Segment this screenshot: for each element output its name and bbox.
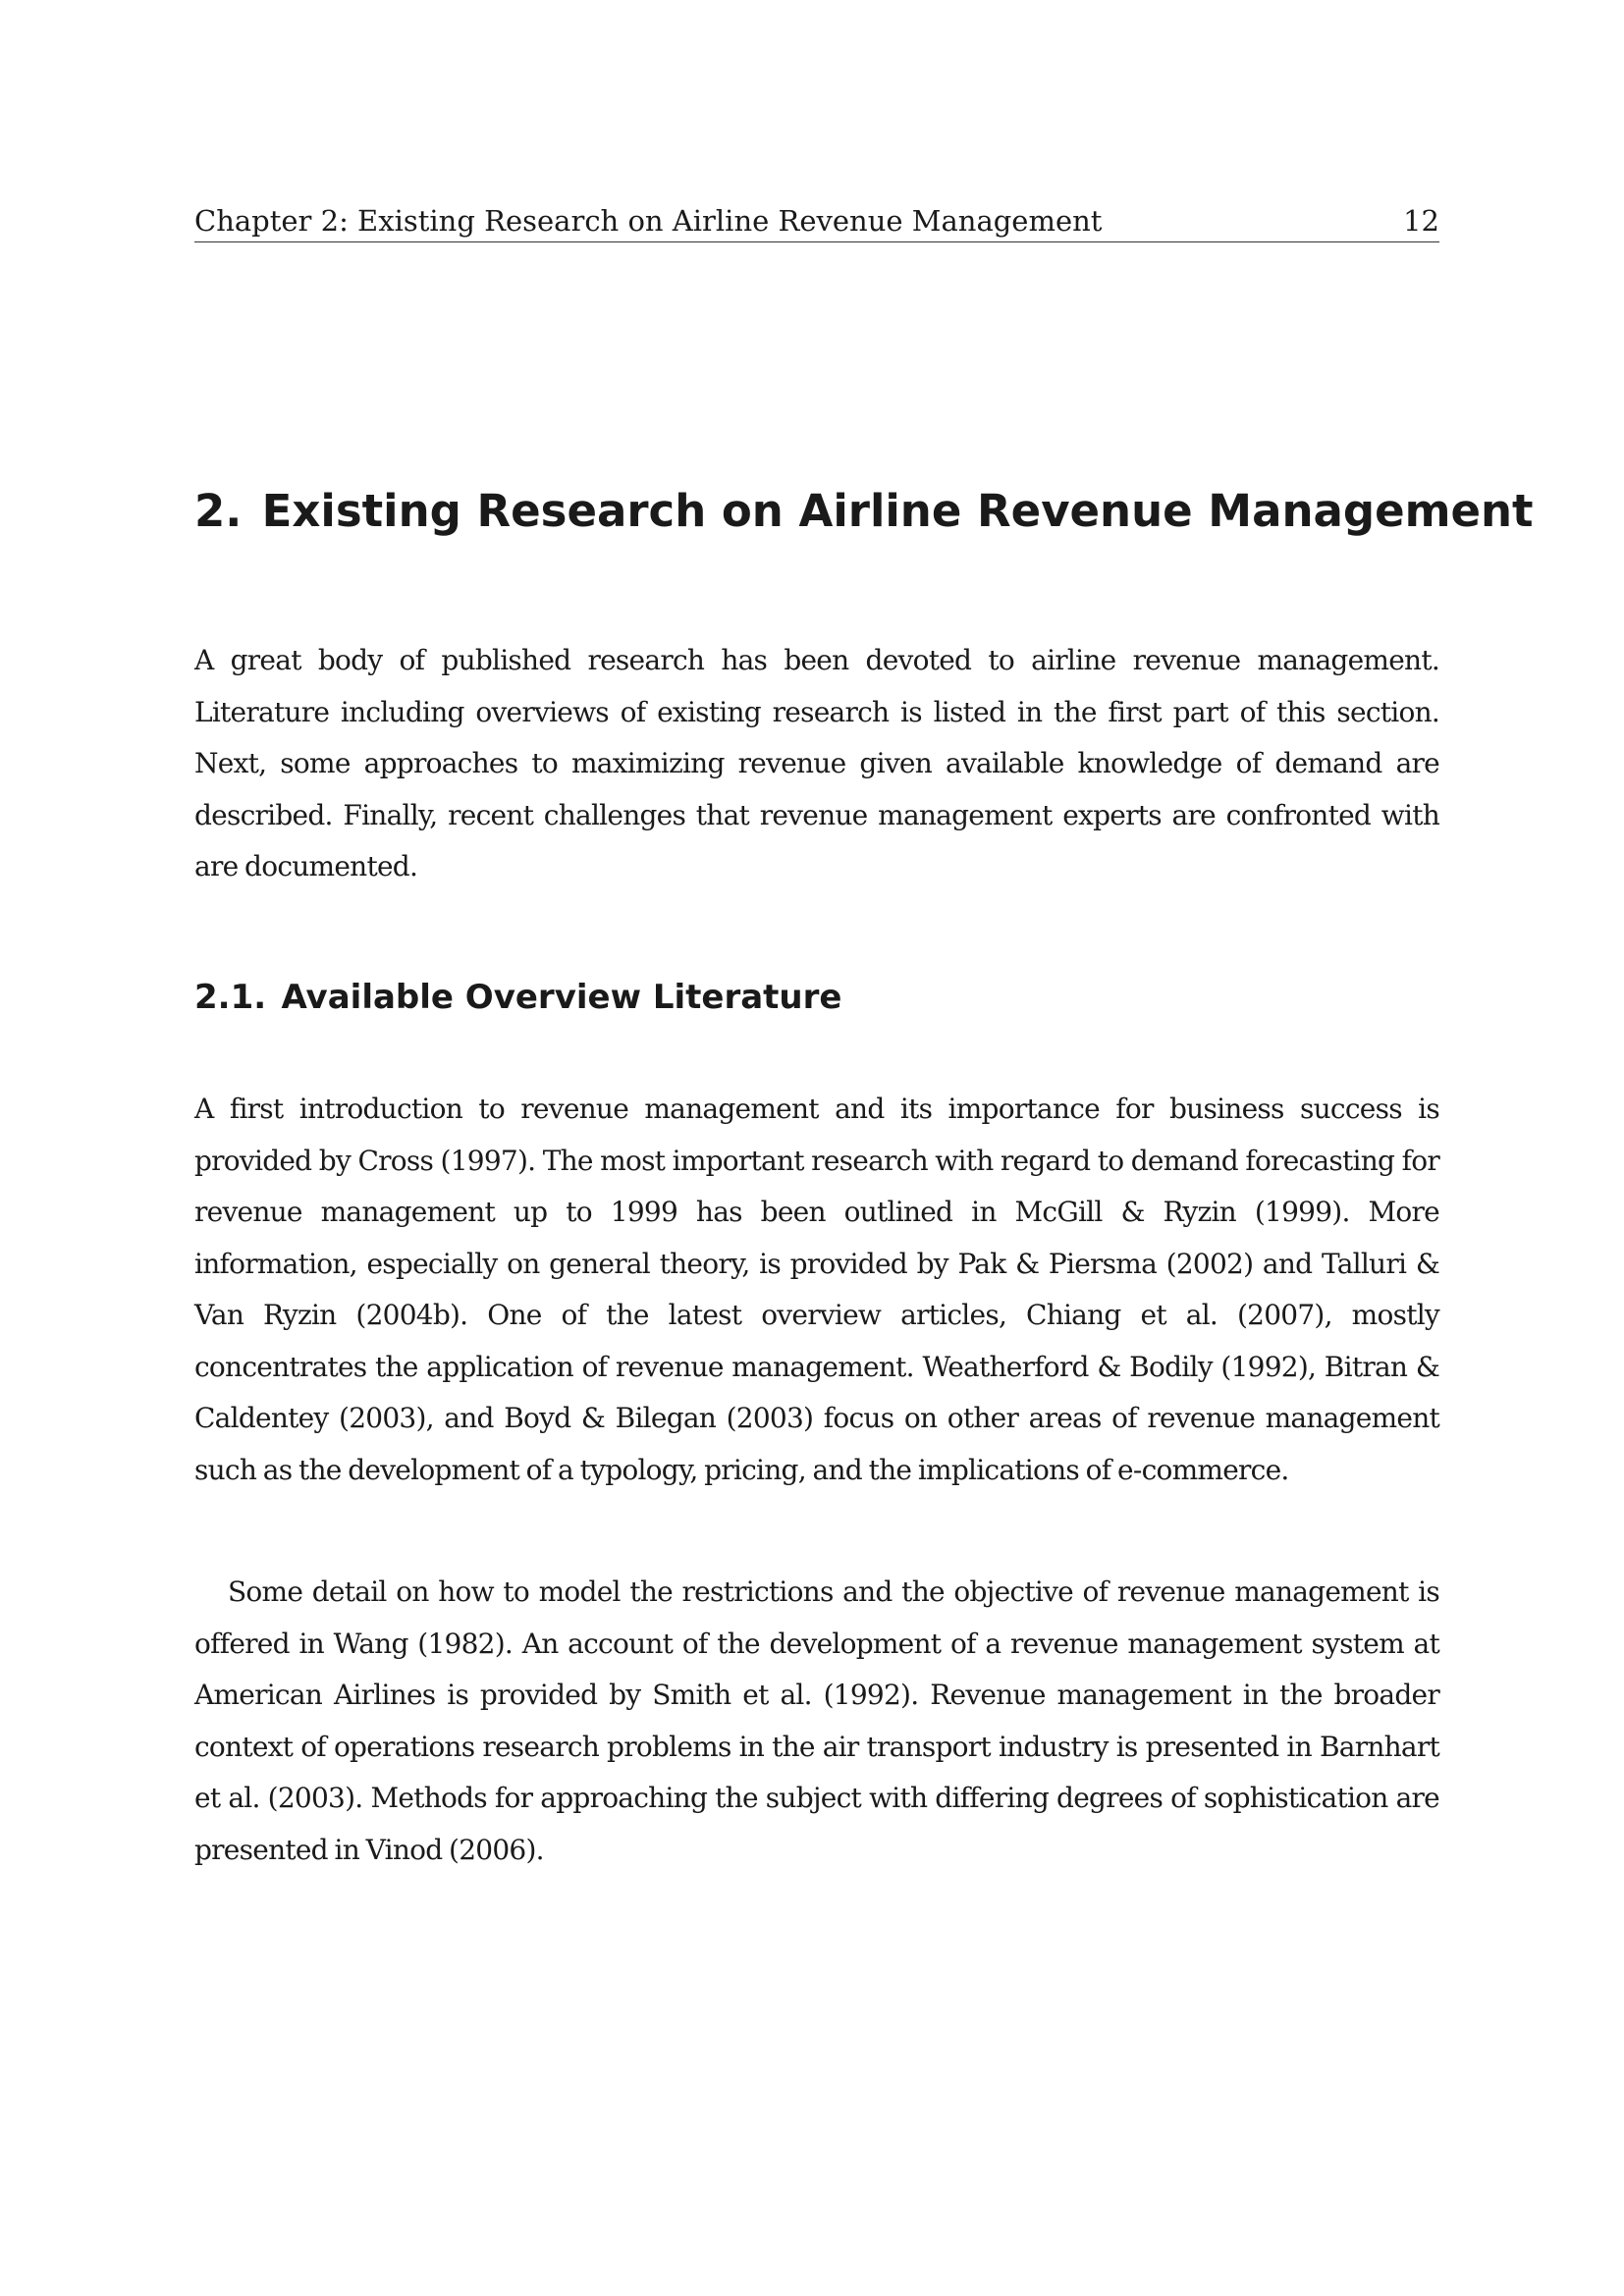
chapter-title: Existing Research on Airline Revenue Management (261, 485, 1534, 537)
chapter-heading (194, 482, 1534, 541)
chapter-number: 2. (194, 485, 243, 537)
section-title: Available Overview Literature (281, 978, 842, 1017)
running-header-title: Chapter 2: Existing Research on Airline Revenue Management (194, 204, 1103, 238)
section-paragraph-2: Some detail on how to model the restrictions and the objective of revenue management is offered in Wang (1982). An account of the development of a revenue management system at American Airlines is provided by Smith et al. (1992). Revenue management in the broader context of operations research problems in the air transport industry is presented in Barnhart et al. (2003). Methods for approaching the subject with differing degrees of sophistication are presented in Vinod (2006). (194, 1575, 1439, 1866)
chapter-intro-paragraph: A great body of published research has been devoted to airline revenue management. Literature including overviews of existing research is listed in the first part of this section. Next, some approaches to maximizing revenue given available knowledge of demand are described. Finally, recent challenges that revenue management experts are confronted with are documented. (194, 644, 1439, 882)
document-page (194, 0, 1534, 2296)
section-heading (194, 974, 1439, 1021)
page-number: 12 (1403, 204, 1439, 238)
section-paragraph-1: A first introduction to revenue management and its importance for business success is provided by Cross (1997). The most important research with regard to demand forecasting for revenue management up to 1999 has been outlined in McGill & Ryzin (1999). More information, especially on general theory, is provided by Pak & Piersma (2002) and Talluri & Van Ryzin (2004b). One of the latest overview articles, Chiang et al. (2007), mostly concentrates the application of revenue management. Weatherford & Bodily (1992), Bitran & Caldentey (2003), and Boyd & Bilegan (2003) focus on other areas of revenue management such as the development of a typology, pricing, and the implications of e-commerce. (194, 1093, 1439, 1486)
running-header (194, 200, 1439, 242)
section-number: 2.1. (194, 978, 267, 1017)
